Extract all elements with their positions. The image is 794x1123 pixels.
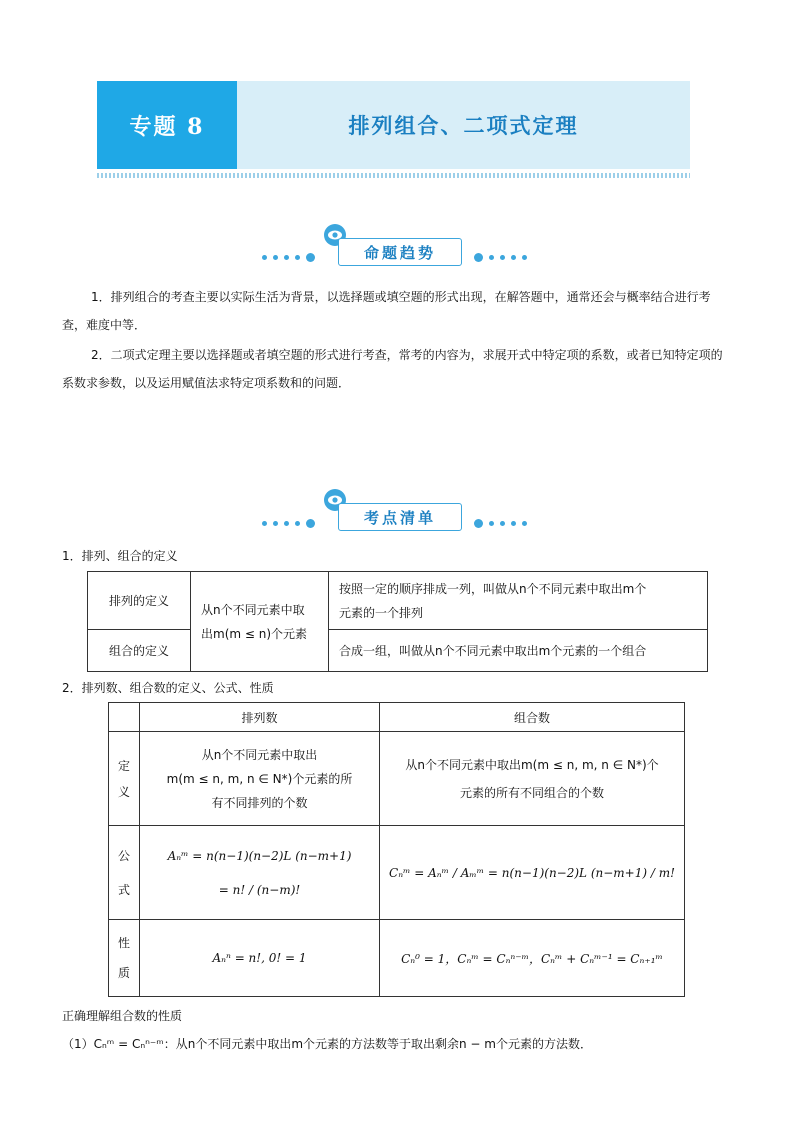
heading-numbers: 2．排列数、组合数的定义、公式、性质 [62,681,274,695]
row-label-permutation: 排列的定义 [88,572,191,630]
left-dots [262,253,315,262]
left-dots [262,519,315,528]
section-badge-points: 考点清单 [338,503,462,531]
topic-label: 专题 8 [97,81,237,169]
right-dots [474,519,527,528]
combination-definition: 合成一组，叫做从n个不同元素中取出m个元素的一个组合 [329,630,708,672]
section-badge-trend: 命题趋势 [338,238,462,266]
row-label-definition: 定义 [109,732,140,826]
permutation-definition: 按照一定的顺序排成一列，叫做从n个不同元素中取出m个 元素的一个排列 [329,572,708,630]
combination-property: Cₙ⁰ = 1，Cₙᵐ = Cₙⁿ⁻ᵐ，Cₙᵐ + Cₙᵐ⁻¹ = Cₙ₊₁ᵐ [380,920,685,997]
note-title: 正确理解组合数的性质 [62,1009,183,1023]
combination-formula: Cₙᵐ = Aₙᵐ / Aₘᵐ = n(n−1)(n−2)L (n−m+1) / m! [380,826,685,920]
heading-definitions: 1．排列、组合的定义 [62,549,178,563]
permutation-number-definition: 从n个不同元素中取出 m(m ≤ n, m, n ∈ N*)个元素的所 有不同排列的个数 [140,732,380,826]
header-divider [97,173,690,178]
note-item-1: （1）Cₙᵐ = Cₙⁿ⁻ᵐ：从n个不同元素中取出m个元素的方法数等于取出剩余n − m个元素的方法数． [62,1037,592,1051]
row-label-combination: 组合的定义 [88,630,191,672]
column-header-combination: 组合数 [380,703,685,732]
paragraph-1: 1．排列组合的考查主要以实际生活为背景，以选择题或填空题的形式出现，在解答题中，通常还会与概率结合进行考查，难度中等． [62,290,711,332]
definition-table [87,571,708,672]
combination-number-definition: 从n个不同元素中取出m(m ≤ n, m, n ∈ N*)个 元素的所有不同组合的个数 [380,732,685,826]
page-title: 排列组合、二项式定理 [348,114,579,138]
right-dots [474,253,527,262]
permutation-property: Aₙⁿ = n!, 0! = 1 [140,920,380,997]
column-header-permutation: 排列数 [140,703,380,732]
permutation-formula: Aₙᵐ = n(n−1)(n−2)L (n−m+1) = n! / (n−m)! [140,826,380,920]
shared-definition-cell: 从n个不同元素中取 出m(m ≤ n)个元素 [191,572,329,672]
corner-cell [109,703,140,732]
row-label-property: 性质 [109,920,140,997]
paragraph-2: 2．二项式定理主要以选择题或者填空题的形式进行考查，常考的内容为，求展开式中特定项的系数，或者已知特定项的系数求参数，以及运用赋值法求特定项系数和的问题． [62,348,723,390]
row-label-formula: 公式 [109,826,140,920]
formula-table [108,702,685,997]
